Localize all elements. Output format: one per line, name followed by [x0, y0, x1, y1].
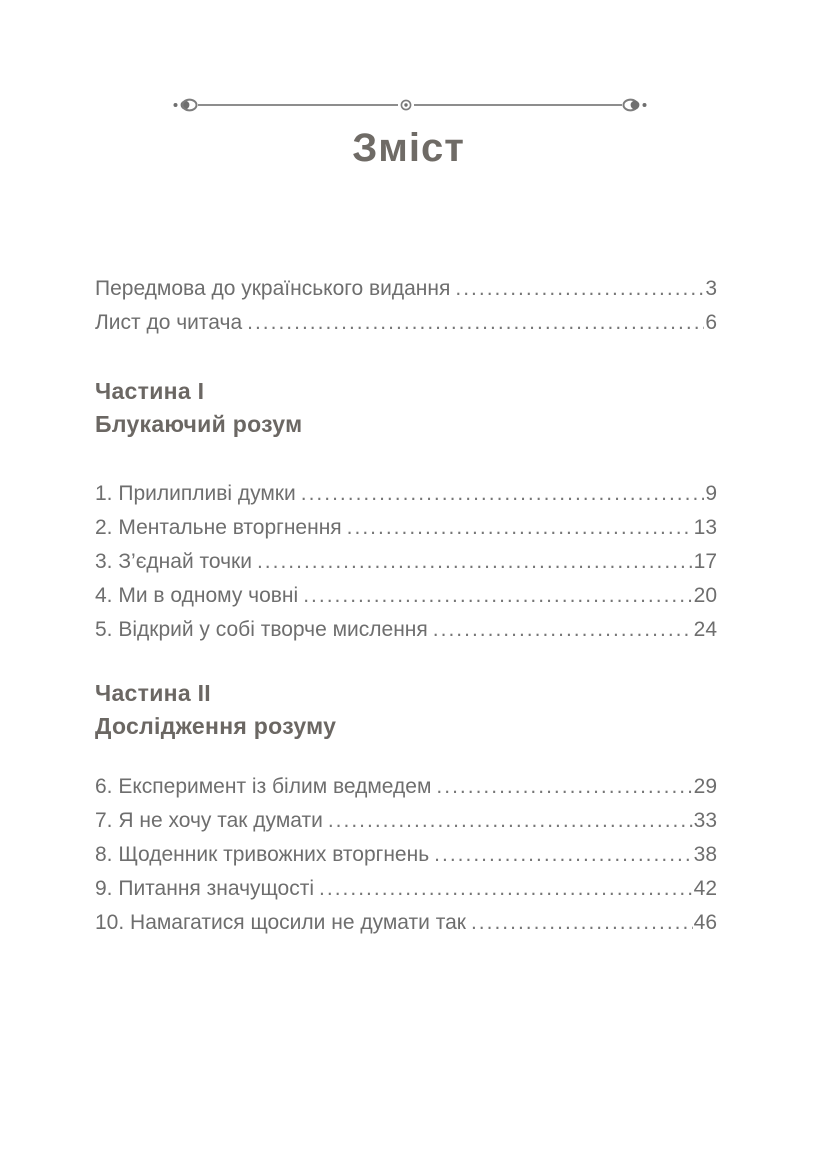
- part-heading: [95, 677, 717, 743]
- toc-entry: [95, 477, 717, 511]
- table-of-contents: [95, 272, 717, 940]
- part-number: Частина II: [95, 680, 212, 706]
- dot-leader: [434, 838, 692, 872]
- dot-leader: [347, 511, 693, 545]
- part-heading: [95, 375, 717, 441]
- toc-entry: [95, 804, 717, 838]
- dot-leader: [328, 804, 693, 838]
- part-entries: [95, 477, 717, 647]
- dot-leader: [257, 545, 693, 579]
- toc-entry: [95, 272, 717, 306]
- toc-entry-page: 9: [705, 482, 717, 505]
- toc-entry: [95, 306, 717, 340]
- toc-entry-page: 3: [705, 277, 717, 300]
- toc-entry-label: 5. Відкрий у собі творче мислення: [95, 618, 428, 641]
- dot-leader: [436, 770, 692, 804]
- dot-leader: [301, 477, 705, 511]
- toc-entry: [95, 872, 717, 906]
- toc-entry-page: 24: [693, 618, 717, 641]
- toc-entry-page: 46: [693, 911, 717, 934]
- toc-entry: [95, 579, 717, 613]
- toc-entry-page: 6: [705, 311, 717, 334]
- part-title: Блукаючий розум: [95, 411, 303, 437]
- part-number: Частина I: [95, 378, 205, 404]
- page-title: Зміст: [352, 126, 465, 170]
- toc-entry-label: 8. Щоденник тривожних вторгнень: [95, 843, 430, 866]
- toc-entry-label: 2. Ментальне вторгнення: [95, 516, 342, 539]
- toc-entry: [95, 613, 717, 647]
- ornamental-rule-icon: [172, 96, 650, 114]
- toc-entry: [95, 511, 717, 545]
- dot-leader: [319, 872, 693, 906]
- dot-leader: [471, 906, 693, 940]
- toc-entry-page: 20: [693, 584, 717, 607]
- toc-entry: [95, 838, 717, 872]
- toc-entry: [95, 770, 717, 804]
- divider-ornament-icon: [172, 96, 650, 114]
- toc-entry-page: 13: [693, 516, 717, 539]
- toc-entry-label: 1. Прилипливі думки: [95, 482, 296, 505]
- toc-entry-page: 42: [693, 877, 717, 900]
- toc-entry-label: 4. Ми в одному човні: [95, 584, 299, 607]
- toc-entry-page: 29: [693, 775, 717, 798]
- toc-entry-label: 10. Намагатися щосили не думати так: [95, 911, 466, 934]
- toc-entry-label: 7. Я не хочу так думати: [95, 809, 323, 832]
- toc-entry-page: 17: [693, 550, 717, 573]
- toc-entry: [95, 906, 717, 940]
- toc-entry-label: Передмова до українського видання: [95, 277, 451, 300]
- dot-leader: [433, 613, 693, 647]
- toc-entry: [95, 545, 717, 579]
- part-title: Дослідження розуму: [95, 713, 337, 739]
- dot-leader: [247, 306, 704, 340]
- dot-leader: [455, 272, 704, 306]
- toc-entry-label: 6. Експеримент із білим ведмедем: [95, 775, 432, 798]
- toc-entry-label: 9. Питання значущості: [95, 877, 315, 900]
- toc-entry-label: Лист до читача: [95, 311, 243, 334]
- dot-leader: [303, 579, 692, 613]
- toc-entry-page: 38: [693, 843, 717, 866]
- toc-entry-page: 33: [693, 809, 717, 832]
- part-entries: [95, 770, 717, 940]
- toc-entry-label: 3. З’єднай точки: [95, 550, 252, 573]
